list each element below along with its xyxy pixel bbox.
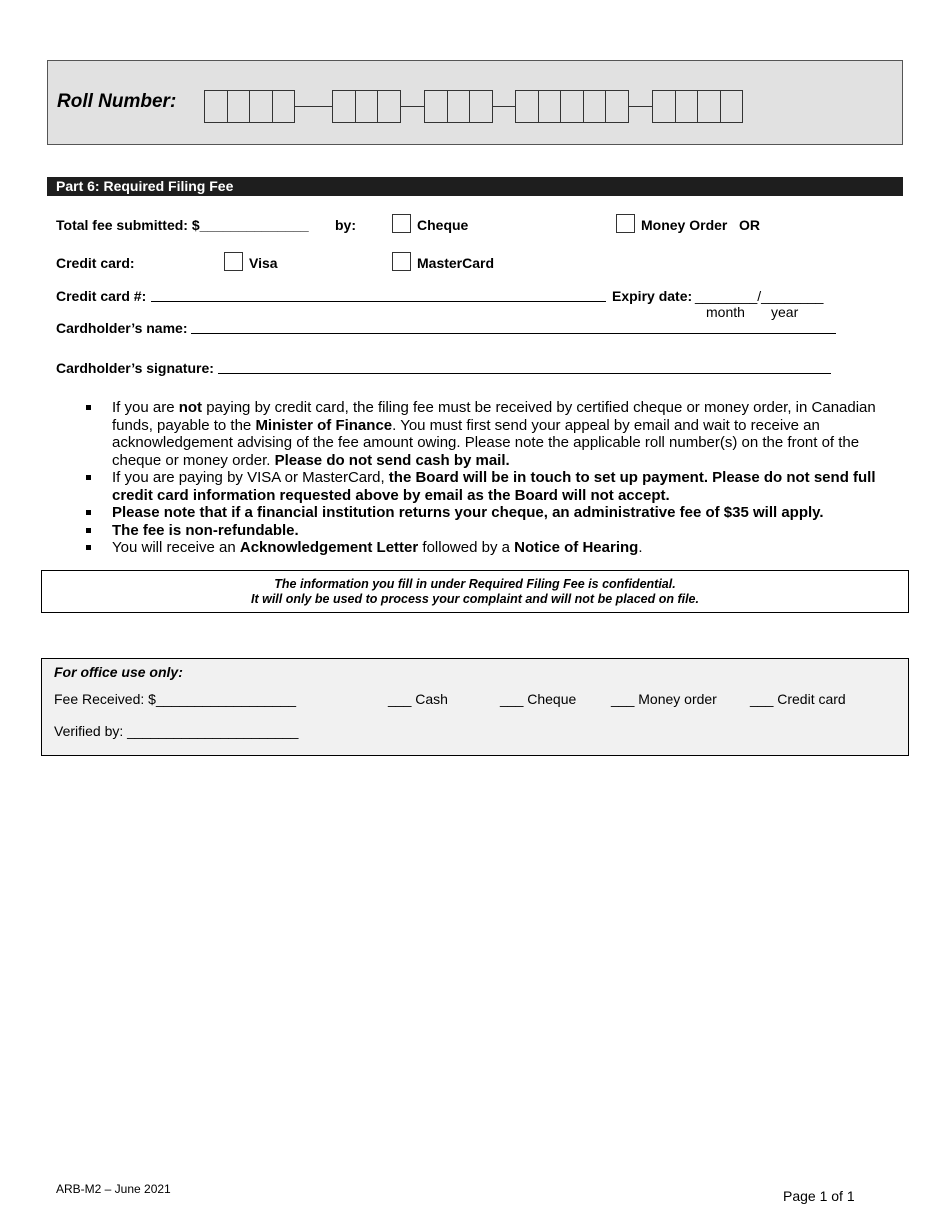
confidentiality-line-2: It will only be used to process your complaint and will not be placed on file. <box>251 592 699 606</box>
card-number-field[interactable] <box>151 301 606 302</box>
roll-digit-cell[interactable] <box>204 90 228 123</box>
cardholder-signature-label: Cardholder’s signature: <box>56 360 214 376</box>
roll-digit-cell[interactable] <box>447 90 471 123</box>
roll-digit-cell[interactable] <box>515 90 539 123</box>
form-id: ARB-M2 – June 2021 <box>56 1182 171 1196</box>
visa-label: Visa <box>249 255 278 271</box>
credit-card-label: Credit card: <box>56 255 135 271</box>
roll-separator <box>493 106 516 107</box>
fee-received-field[interactable]: Fee Received: $__________________ <box>54 691 297 707</box>
expiry-year-caption: year <box>771 304 799 320</box>
cardholder-name-field[interactable] <box>191 333 836 334</box>
cardholder-signature-field[interactable] <box>218 373 831 374</box>
section-header: Part 6: Required Filing Fee <box>47 177 903 196</box>
roll-digit-cell[interactable] <box>697 90 721 123</box>
cheque-checkbox[interactable] <box>392 214 411 233</box>
roll-digit-cell[interactable] <box>720 90 744 123</box>
mastercard-checkbox[interactable] <box>392 252 411 271</box>
roll-separator <box>629 106 653 107</box>
roll-digit-cell[interactable] <box>605 90 629 123</box>
by-label: by: <box>335 217 356 233</box>
roll-digit-cell[interactable] <box>272 90 296 123</box>
office-cheque-option[interactable]: ___ Cheque <box>500 691 577 707</box>
money-order-label: Money Order <box>641 217 728 233</box>
roll-digit-cell[interactable] <box>332 90 356 123</box>
page-number: Page 1 of 1 <box>783 1188 855 1204</box>
roll-digit-cell[interactable] <box>675 90 699 123</box>
list-item: If you are paying by VISA or MasterCard, the Board will be in touch to set up payment. Please do not send full credit card information requested above by email as the Board will not accept. <box>86 469 901 504</box>
list-item: Please note that if a financial institution returns your cheque, an administrative fee of $35 will apply. <box>86 504 901 522</box>
roll-separator <box>401 106 425 107</box>
verified-by-field[interactable]: Verified by: ______________________ <box>54 723 299 739</box>
list-item: You will receive an Acknowledgement Letter followed by a Notice of Hearing. <box>86 539 901 557</box>
roll-digit-cell[interactable] <box>424 90 448 123</box>
cheque-label: Cheque <box>417 217 469 233</box>
roll-separator <box>295 106 332 107</box>
roll-digit-cell[interactable] <box>469 90 493 123</box>
expiry-date-field[interactable]: ________/________ <box>695 288 824 304</box>
roll-digit-cell[interactable] <box>538 90 562 123</box>
confidentiality-notice <box>41 570 909 613</box>
expiry-label: Expiry date: <box>612 288 693 304</box>
instructions-list <box>86 399 901 557</box>
list-item: The fee is non-refundable. <box>86 522 901 540</box>
office-cash-option[interactable]: ___ Cash <box>388 691 448 707</box>
roll-number-label: Roll Number: <box>57 91 177 112</box>
office-credit-card-option[interactable]: ___ Credit card <box>750 691 846 707</box>
roll-digit-cell[interactable] <box>652 90 676 123</box>
list-item: If you are not paying by credit card, the filing fee must be received by certified cheque or money order, in Canadian funds, payable to the Minister of Finance. You must first send your appeal by email and wait to receive an acknowledgement advising of the fee amount owing. Please note the applicable roll number(s) on the front of the cheque or money order. Please do not send cash by mail. <box>86 399 901 469</box>
roll-digit-cell[interactable] <box>377 90 401 123</box>
card-number-label: Credit card #: <box>56 288 147 304</box>
expiry-month-caption: month <box>706 304 745 320</box>
total-fee-field[interactable]: Total fee submitted: $______________ <box>56 217 309 233</box>
roll-digit-cell[interactable] <box>560 90 584 123</box>
money-order-checkbox[interactable] <box>616 214 635 233</box>
confidentiality-line-1: The information you fill in under Required Filing Fee is confidential. <box>274 577 676 591</box>
roll-digit-cell[interactable] <box>227 90 251 123</box>
office-money-order-option[interactable]: ___ Money order <box>611 691 717 707</box>
visa-checkbox[interactable] <box>224 252 243 271</box>
roll-digit-cell[interactable] <box>355 90 379 123</box>
cardholder-name-label: Cardholder’s name: <box>56 320 188 336</box>
office-use-title: For office use only: <box>54 664 183 680</box>
roll-digit-cell[interactable] <box>249 90 273 123</box>
roll-digit-cell[interactable] <box>583 90 607 123</box>
or-label: OR <box>739 217 760 233</box>
mastercard-label: MasterCard <box>417 255 495 271</box>
